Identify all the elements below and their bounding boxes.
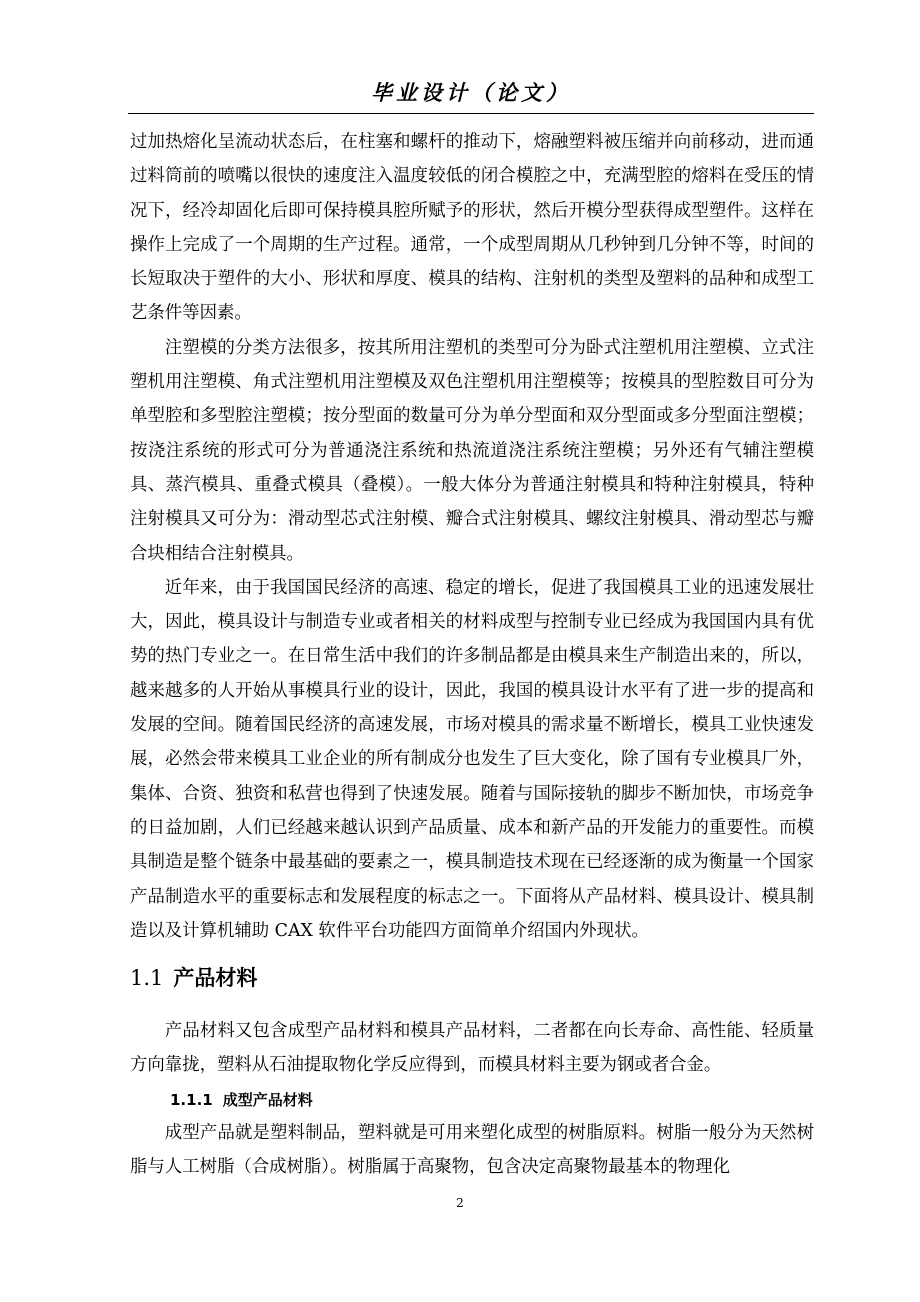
page-header (128, 73, 814, 114)
paragraph-injection-process: 过加热熔化呈流动状态后，在柱塞和螺杆的推动下，熔融塑料被压缩并向前移动，进而通过料筒前的喷嘴以很快的速度注入温度较低的闭合模腔之中，充满型腔的熔料在受压的情况下，经冷却固化后即可保持模具腔所赋予的形状，然后开模分型获得成型塑件。这样在操作上完成了一个周期的生产过程。通常，一个成型周期从几秒钟到几分钟不等，时间的长短取决于塑件的大小、形状和厚度、模具的结构、注射机的类型及塑料的品种和成型工艺条件等因素。 (130, 132, 814, 324)
body-block-top (130, 125, 814, 948)
body-block-section (130, 1014, 814, 1083)
subsection-heading (170, 1085, 313, 1115)
paragraph-product-materials: 产品材料又包含成型产品材料和模具产品材料，二者都在向长寿命、高性能、轻质量方向靠拢，塑料从石油提取物化学反应得到，而模具材料主要为钢或者合金。 (130, 1021, 814, 1076)
subsection-number: 1.1.1 (170, 1091, 213, 1109)
paragraph-mold-classification: 注塑模的分类方法很多，按其所用注塑机的类型可分为卧式注塑机用注塑模、立式注塑机用注塑模、角式注塑机用注塑模及双色注塑机用注塑模等；按模具的型腔数目可分为单型腔和多型腔注塑模；按分型面的数量可分为单分型面和双分型面或多分型面注塑模；按浇注系统的形式可分为普通浇注系统和热流道浇注系统注塑模；另外还有气辅注塑模具、蒸汽模具、重叠式模具（叠模）。一般大体分为普通注射模具和特种注射模具，特种注射模具又可分为：滑动型芯式注射模、瓣合式注射模具、螺纹注射模具、滑动型芯与瓣合块相结合注射模具。 (130, 337, 814, 564)
paragraph-industry-development: 近年来，由于我国国民经济的高速、稳定的增长，促进了我国模具工业的迅速发展壮大，因此，模具设计与制造专业或者相关的材料成型与控制专业已经成为我国国内具有优势的热门专业之一。在日常生活中我们的许多制品都是由模具来生产制造出来的，所以，越来越多的人开始从事模具行业的设计，因此，我国的模具设计水平有了进一步的提高和发展的空间。随着国民经济的高速发展，市场对模具的需求量不断增长，模具工业快速发展，必然会带来模具工业企业的所有制成分也发生了巨大变化，除了国有专业模具厂外，集体、合资、独资和私营也得到了快速发展。随着与国际接轨的脚步不断加快，市场竞争的日益加剧，人们已经越来越认识到产品质量、成本和新产品的开发能力的重要性。而模具制造是整个链条中最基础的要素之一，模具制造技术现在已经逐渐的成为衡量一个国家产品制造水平的重要标志和发展程度的标志之一。下面将从产品材料、模具设计、模具制造以及计算机辅助 CAX 软件平台功能四方面简单介绍国内外现状。 (130, 577, 814, 941)
body-block-subsection (130, 1116, 814, 1185)
paragraph-molded-products: 成型产品就是塑料制品，塑料就是可用来塑化成型的树脂原料。树脂一般分为天然树脂与人工树脂（合成树脂）。树脂属于高聚物，包含决定高聚物最基本的物理化 (130, 1123, 814, 1178)
page-header-title: 毕业设计（论文） (371, 81, 571, 105)
section-title: 产品材料 (173, 966, 258, 990)
section-heading (130, 960, 257, 996)
subsection-title: 成型产品材料 (222, 1091, 313, 1109)
page-number: 2 (456, 1196, 464, 1210)
section-number: 1.1 (130, 966, 164, 990)
